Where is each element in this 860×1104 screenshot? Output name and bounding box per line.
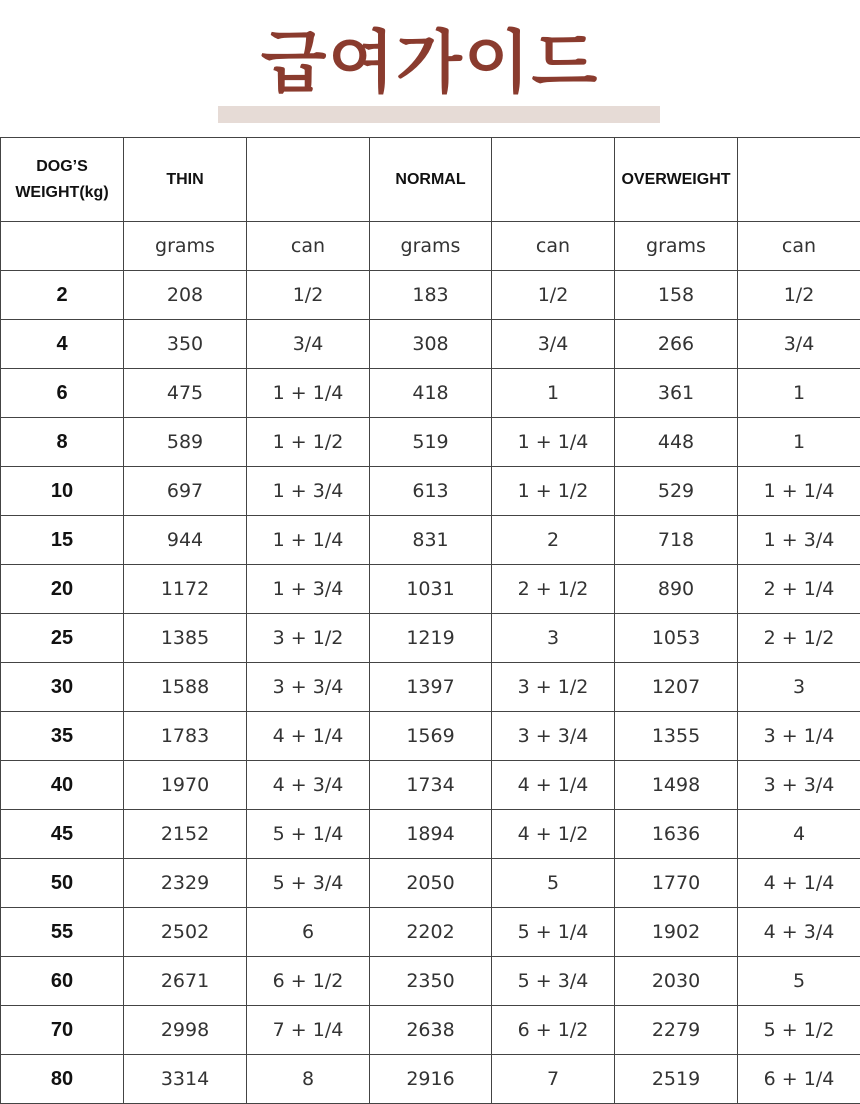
normal-grams-cell: 519 bbox=[370, 418, 492, 467]
table-row bbox=[1, 859, 860, 908]
thin-grams-cell: 2502 bbox=[124, 908, 247, 957]
table-row bbox=[1, 712, 860, 761]
overweight-grams-cell: 1355 bbox=[615, 712, 738, 761]
overweight-grams-cell: 266 bbox=[615, 320, 738, 369]
thin-grams-cell: 1588 bbox=[124, 663, 247, 712]
header-cell-empty bbox=[492, 138, 615, 222]
normal-can-cell: 3 + 1/2 bbox=[492, 663, 615, 712]
overweight-can-cell: 1 + 1/4 bbox=[738, 467, 860, 516]
overweight-can-cell: 1 bbox=[738, 418, 860, 467]
normal-can-cell: 5 bbox=[492, 859, 615, 908]
thin-grams-cell: 475 bbox=[124, 369, 247, 418]
thin-grams-cell: 3314 bbox=[124, 1055, 247, 1104]
normal-grams-cell: 1569 bbox=[370, 712, 492, 761]
weight-cell: 4 bbox=[1, 320, 124, 369]
normal-can-cell: 3 + 3/4 bbox=[492, 712, 615, 761]
normal-can-cell: 1 + 1/4 bbox=[492, 418, 615, 467]
table-row bbox=[1, 663, 860, 712]
normal-can-cell: 1 bbox=[492, 369, 615, 418]
normal-grams-cell: 2350 bbox=[370, 957, 492, 1006]
overweight-grams-cell: 718 bbox=[615, 516, 738, 565]
thin-can-cell: 5 + 3/4 bbox=[247, 859, 370, 908]
weight-cell: 45 bbox=[1, 810, 124, 859]
overweight-can-cell: 5 bbox=[738, 957, 860, 1006]
thin-grams-cell: 2152 bbox=[124, 810, 247, 859]
thin-can-cell: 5 + 1/4 bbox=[247, 810, 370, 859]
overweight-grams-cell: 1770 bbox=[615, 859, 738, 908]
overweight-can-cell: 4 bbox=[738, 810, 860, 859]
weight-cell: 15 bbox=[1, 516, 124, 565]
unit-cell: can bbox=[738, 222, 860, 271]
overweight-grams-cell: 361 bbox=[615, 369, 738, 418]
table-body bbox=[1, 138, 860, 1104]
normal-grams-cell: 183 bbox=[370, 271, 492, 320]
thin-grams-cell: 589 bbox=[124, 418, 247, 467]
header-cell-normal: NORMAL bbox=[370, 138, 492, 222]
weight-cell: 80 bbox=[1, 1055, 124, 1104]
table-row bbox=[1, 810, 860, 859]
table-row bbox=[1, 1006, 860, 1055]
overweight-grams-cell: 890 bbox=[615, 565, 738, 614]
table-row bbox=[1, 418, 860, 467]
overweight-can-cell: 1 bbox=[738, 369, 860, 418]
weight-cell: 55 bbox=[1, 908, 124, 957]
feeding-guide-table bbox=[0, 137, 860, 1104]
normal-can-cell: 4 + 1/2 bbox=[492, 810, 615, 859]
overweight-grams-cell: 2519 bbox=[615, 1055, 738, 1104]
header-cell-overweight: OVERWEIGHT bbox=[615, 138, 738, 222]
normal-can-cell: 6 + 1/2 bbox=[492, 1006, 615, 1055]
thin-grams-cell: 944 bbox=[124, 516, 247, 565]
thin-grams-cell: 2998 bbox=[124, 1006, 247, 1055]
weight-cell: 40 bbox=[1, 761, 124, 810]
normal-grams-cell: 2050 bbox=[370, 859, 492, 908]
normal-grams-cell: 2638 bbox=[370, 1006, 492, 1055]
normal-grams-cell: 1219 bbox=[370, 614, 492, 663]
thin-grams-cell: 350 bbox=[124, 320, 247, 369]
weight-cell: 70 bbox=[1, 1006, 124, 1055]
thin-can-cell: 7 + 1/4 bbox=[247, 1006, 370, 1055]
overweight-can-cell: 1 + 3/4 bbox=[738, 516, 860, 565]
thin-can-cell: 3/4 bbox=[247, 320, 370, 369]
thin-grams-cell: 1385 bbox=[124, 614, 247, 663]
normal-can-cell: 4 + 1/4 bbox=[492, 761, 615, 810]
table-row bbox=[1, 565, 860, 614]
normal-grams-cell: 831 bbox=[370, 516, 492, 565]
thin-can-cell: 1/2 bbox=[247, 271, 370, 320]
overweight-grams-cell: 1902 bbox=[615, 908, 738, 957]
weight-cell: 25 bbox=[1, 614, 124, 663]
title-underline bbox=[218, 106, 660, 123]
thin-can-cell: 6 + 1/2 bbox=[247, 957, 370, 1006]
normal-grams-cell: 1397 bbox=[370, 663, 492, 712]
thin-grams-cell: 1970 bbox=[124, 761, 247, 810]
overweight-can-cell: 5 + 1/2 bbox=[738, 1006, 860, 1055]
thin-grams-cell: 2671 bbox=[124, 957, 247, 1006]
weight-cell: 20 bbox=[1, 565, 124, 614]
weight-cell: 6 bbox=[1, 369, 124, 418]
thin-can-cell: 6 bbox=[247, 908, 370, 957]
normal-grams-cell: 1031 bbox=[370, 565, 492, 614]
overweight-can-cell: 4 + 3/4 bbox=[738, 908, 860, 957]
unit-cell: can bbox=[247, 222, 370, 271]
overweight-can-cell: 3 + 3/4 bbox=[738, 761, 860, 810]
overweight-can-cell: 3 + 1/4 bbox=[738, 712, 860, 761]
overweight-can-cell: 2 + 1/2 bbox=[738, 614, 860, 663]
unit-cell: can bbox=[492, 222, 615, 271]
thin-grams-cell: 1783 bbox=[124, 712, 247, 761]
table-row bbox=[1, 320, 860, 369]
thin-can-cell: 3 + 1/2 bbox=[247, 614, 370, 663]
header-cell-empty bbox=[247, 138, 370, 222]
table-row bbox=[1, 908, 860, 957]
overweight-grams-cell: 448 bbox=[615, 418, 738, 467]
overweight-can-cell: 4 + 1/4 bbox=[738, 859, 860, 908]
normal-can-cell: 2 bbox=[492, 516, 615, 565]
overweight-grams-cell: 1053 bbox=[615, 614, 738, 663]
thin-can-cell: 3 + 3/4 bbox=[247, 663, 370, 712]
thin-can-cell: 1 + 1/2 bbox=[247, 418, 370, 467]
table-row bbox=[1, 271, 860, 320]
normal-grams-cell: 2916 bbox=[370, 1055, 492, 1104]
normal-grams-cell: 1734 bbox=[370, 761, 492, 810]
unit-cell: grams bbox=[615, 222, 738, 271]
header-cell-empty bbox=[738, 138, 860, 222]
overweight-can-cell: 6 + 1/4 bbox=[738, 1055, 860, 1104]
table-row bbox=[1, 761, 860, 810]
unit-cell: grams bbox=[370, 222, 492, 271]
normal-grams-cell: 2202 bbox=[370, 908, 492, 957]
normal-can-cell: 1 + 1/2 bbox=[492, 467, 615, 516]
table-row bbox=[1, 516, 860, 565]
thin-can-cell: 1 + 1/4 bbox=[247, 369, 370, 418]
table-row bbox=[1, 957, 860, 1006]
page-title: 급여가이드 bbox=[0, 22, 860, 106]
thin-can-cell: 1 + 3/4 bbox=[247, 565, 370, 614]
table-row bbox=[1, 467, 860, 516]
overweight-grams-cell: 529 bbox=[615, 467, 738, 516]
overweight-can-cell: 3 bbox=[738, 663, 860, 712]
unit-cell bbox=[1, 222, 124, 271]
overweight-grams-cell: 2030 bbox=[615, 957, 738, 1006]
table-row bbox=[1, 369, 860, 418]
weight-cell: 10 bbox=[1, 467, 124, 516]
weight-cell: 8 bbox=[1, 418, 124, 467]
thin-grams-cell: 208 bbox=[124, 271, 247, 320]
overweight-can-cell: 3/4 bbox=[738, 320, 860, 369]
weight-cell: 30 bbox=[1, 663, 124, 712]
thin-grams-cell: 697 bbox=[124, 467, 247, 516]
overweight-can-cell: 1/2 bbox=[738, 271, 860, 320]
thin-can-cell: 1 + 3/4 bbox=[247, 467, 370, 516]
normal-can-cell: 2 + 1/2 bbox=[492, 565, 615, 614]
thin-can-cell: 4 + 1/4 bbox=[247, 712, 370, 761]
thin-can-cell: 1 + 1/4 bbox=[247, 516, 370, 565]
thin-grams-cell: 2329 bbox=[124, 859, 247, 908]
overweight-grams-cell: 2279 bbox=[615, 1006, 738, 1055]
thin-grams-cell: 1172 bbox=[124, 565, 247, 614]
overweight-can-cell: 2 + 1/4 bbox=[738, 565, 860, 614]
weight-cell: 60 bbox=[1, 957, 124, 1006]
table-row bbox=[1, 1055, 860, 1104]
header-cell-thin: THIN bbox=[124, 138, 247, 222]
normal-can-cell: 5 + 3/4 bbox=[492, 957, 615, 1006]
weight-cell: 2 bbox=[1, 271, 124, 320]
normal-can-cell: 5 + 1/4 bbox=[492, 908, 615, 957]
normal-grams-cell: 1894 bbox=[370, 810, 492, 859]
table-row bbox=[1, 614, 860, 663]
overweight-grams-cell: 1636 bbox=[615, 810, 738, 859]
weight-cell: 50 bbox=[1, 859, 124, 908]
normal-grams-cell: 418 bbox=[370, 369, 492, 418]
normal-grams-cell: 613 bbox=[370, 467, 492, 516]
normal-grams-cell: 308 bbox=[370, 320, 492, 369]
normal-can-cell: 7 bbox=[492, 1055, 615, 1104]
weight-cell: 35 bbox=[1, 712, 124, 761]
thin-can-cell: 4 + 3/4 bbox=[247, 761, 370, 810]
normal-can-cell: 3 bbox=[492, 614, 615, 663]
overweight-grams-cell: 1207 bbox=[615, 663, 738, 712]
normal-can-cell: 1/2 bbox=[492, 271, 615, 320]
normal-can-cell: 3/4 bbox=[492, 320, 615, 369]
header-cell-weight: DOG’S WEIGHT(kg) bbox=[1, 138, 124, 222]
unit-row bbox=[1, 222, 860, 271]
overweight-grams-cell: 158 bbox=[615, 271, 738, 320]
overweight-grams-cell: 1498 bbox=[615, 761, 738, 810]
unit-cell: grams bbox=[124, 222, 247, 271]
header-row bbox=[1, 138, 860, 222]
thin-can-cell: 8 bbox=[247, 1055, 370, 1104]
